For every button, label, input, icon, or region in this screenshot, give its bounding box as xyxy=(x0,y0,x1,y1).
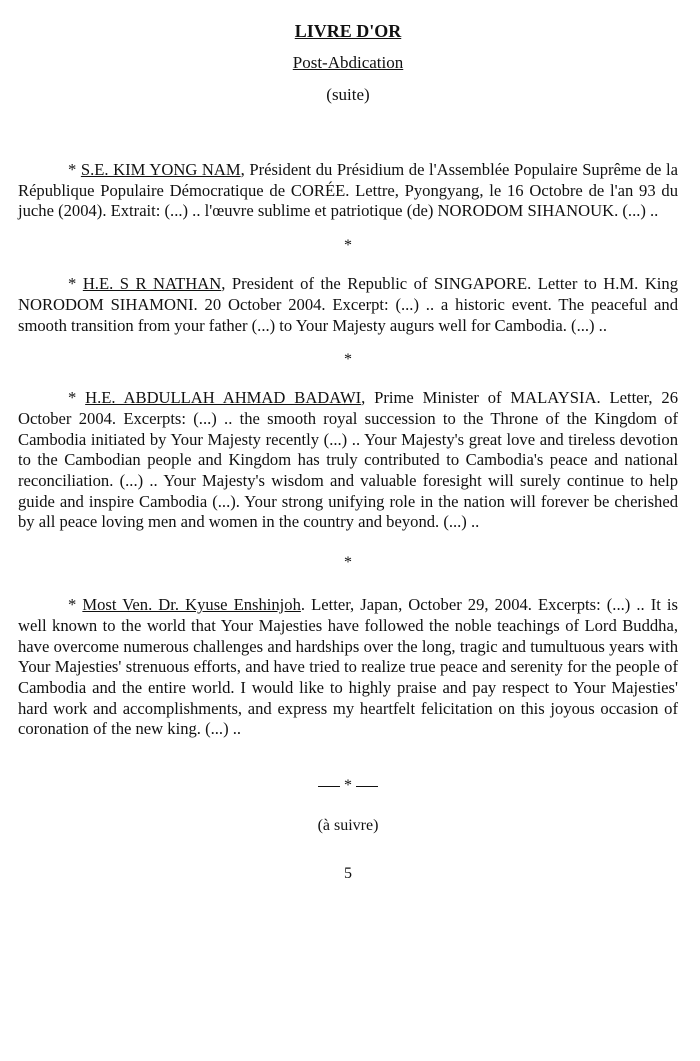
suite-label: (suite) xyxy=(326,85,370,104)
entry-bullet: * xyxy=(68,274,83,294)
entry-name: H.E. S R NATHAN xyxy=(82,274,222,294)
page-title: LIVRE D'OR xyxy=(294,21,402,41)
entry-text: , Président du Présidium de l'Assemblée Populaire Suprême de la République Populaire Démocratique de CORÉE. Lettre, Pyongyang, le 16 Octobre de l'an 93 du juche (2004). Extrait: (...) .. l'œuvre sublime et patriotique (de) NORODOM SIHANOUK. (...) .. xyxy=(18,160,678,221)
entry-bullet: * xyxy=(68,595,83,615)
closing-asterisk: * xyxy=(344,777,352,795)
closing-separator xyxy=(18,776,678,796)
separator-rule-right xyxy=(356,786,378,787)
entry-name: H.E. ABDULLAH AHMAD BADAWI xyxy=(85,388,362,408)
entry-text: . Letter, Japan, October 29, 2004. Excerpts: (...) .. It is well known to the world that Your Majesties have followed the noble teachings of Lord Buddha, have overcome numerous challenges and hardships over the long, tragic and tumultuous years with Your Majesties' strenuous efforts, and have tried to realize true peace and serenity for the people of Cambodia and the entire world. I would like to highly praise and pay respect to Your Majesties' hard work and accomplishments, and express my heartfelt felicitation on this joyous occasion of coronation of the new king. (...) .. xyxy=(18,595,678,739)
entry-name: S.E. KIM YONG NAM xyxy=(80,160,241,179)
entry-badawi xyxy=(18,388,678,533)
entry-bullet: * xyxy=(68,160,81,179)
entry-text: , Prime Minister of MALAYSIA. Letter, 26 October 2004. Excerpts: (...) .. the smooth royal succession to the Throne of the Kingdom of Cambodia initiated by Your Majesty recently (...) .. Your Majesty's great love and tireless devotion to the Cambodian people and Kingdom has truly contributed to Cambodia's peace and national reconciliation. (...) .. Your Majesty's wisdom and valuable foresight will surely continue to help guide and inspire Cambodia (...). Your strong unifying role in the nation will forever be cherished by all peace loving men and women in the country and beyond. (...) .. xyxy=(18,388,679,532)
separator-asterisk: * xyxy=(344,554,352,572)
separator-asterisk: * xyxy=(344,237,352,255)
document-page xyxy=(18,20,678,884)
entry-nathan xyxy=(18,274,678,336)
entry-name: Most Ven. Dr. Kyuse Enshinjoh xyxy=(82,595,301,615)
page-number: 5 xyxy=(344,865,352,883)
entry-enshinjoh xyxy=(18,595,678,740)
separator-asterisk: * xyxy=(344,351,352,369)
a-suivre-label: (à suivre) xyxy=(317,817,379,835)
separator-rule-left xyxy=(318,786,340,787)
entry-kim-yong-nam xyxy=(18,160,678,222)
entry-text: , President of the Republic of SINGAPORE. Letter to H.M. King NORODOM SIHAMONI. 20 October 2004. Excerpt: (...) .. a historic event. The peaceful and smooth transition from your father (...) to Your Majesty augurs well for Cambodia. (...) .. xyxy=(18,274,679,335)
page-subtitle: Post-Abdication xyxy=(292,53,404,72)
entry-bullet: * xyxy=(68,388,86,408)
